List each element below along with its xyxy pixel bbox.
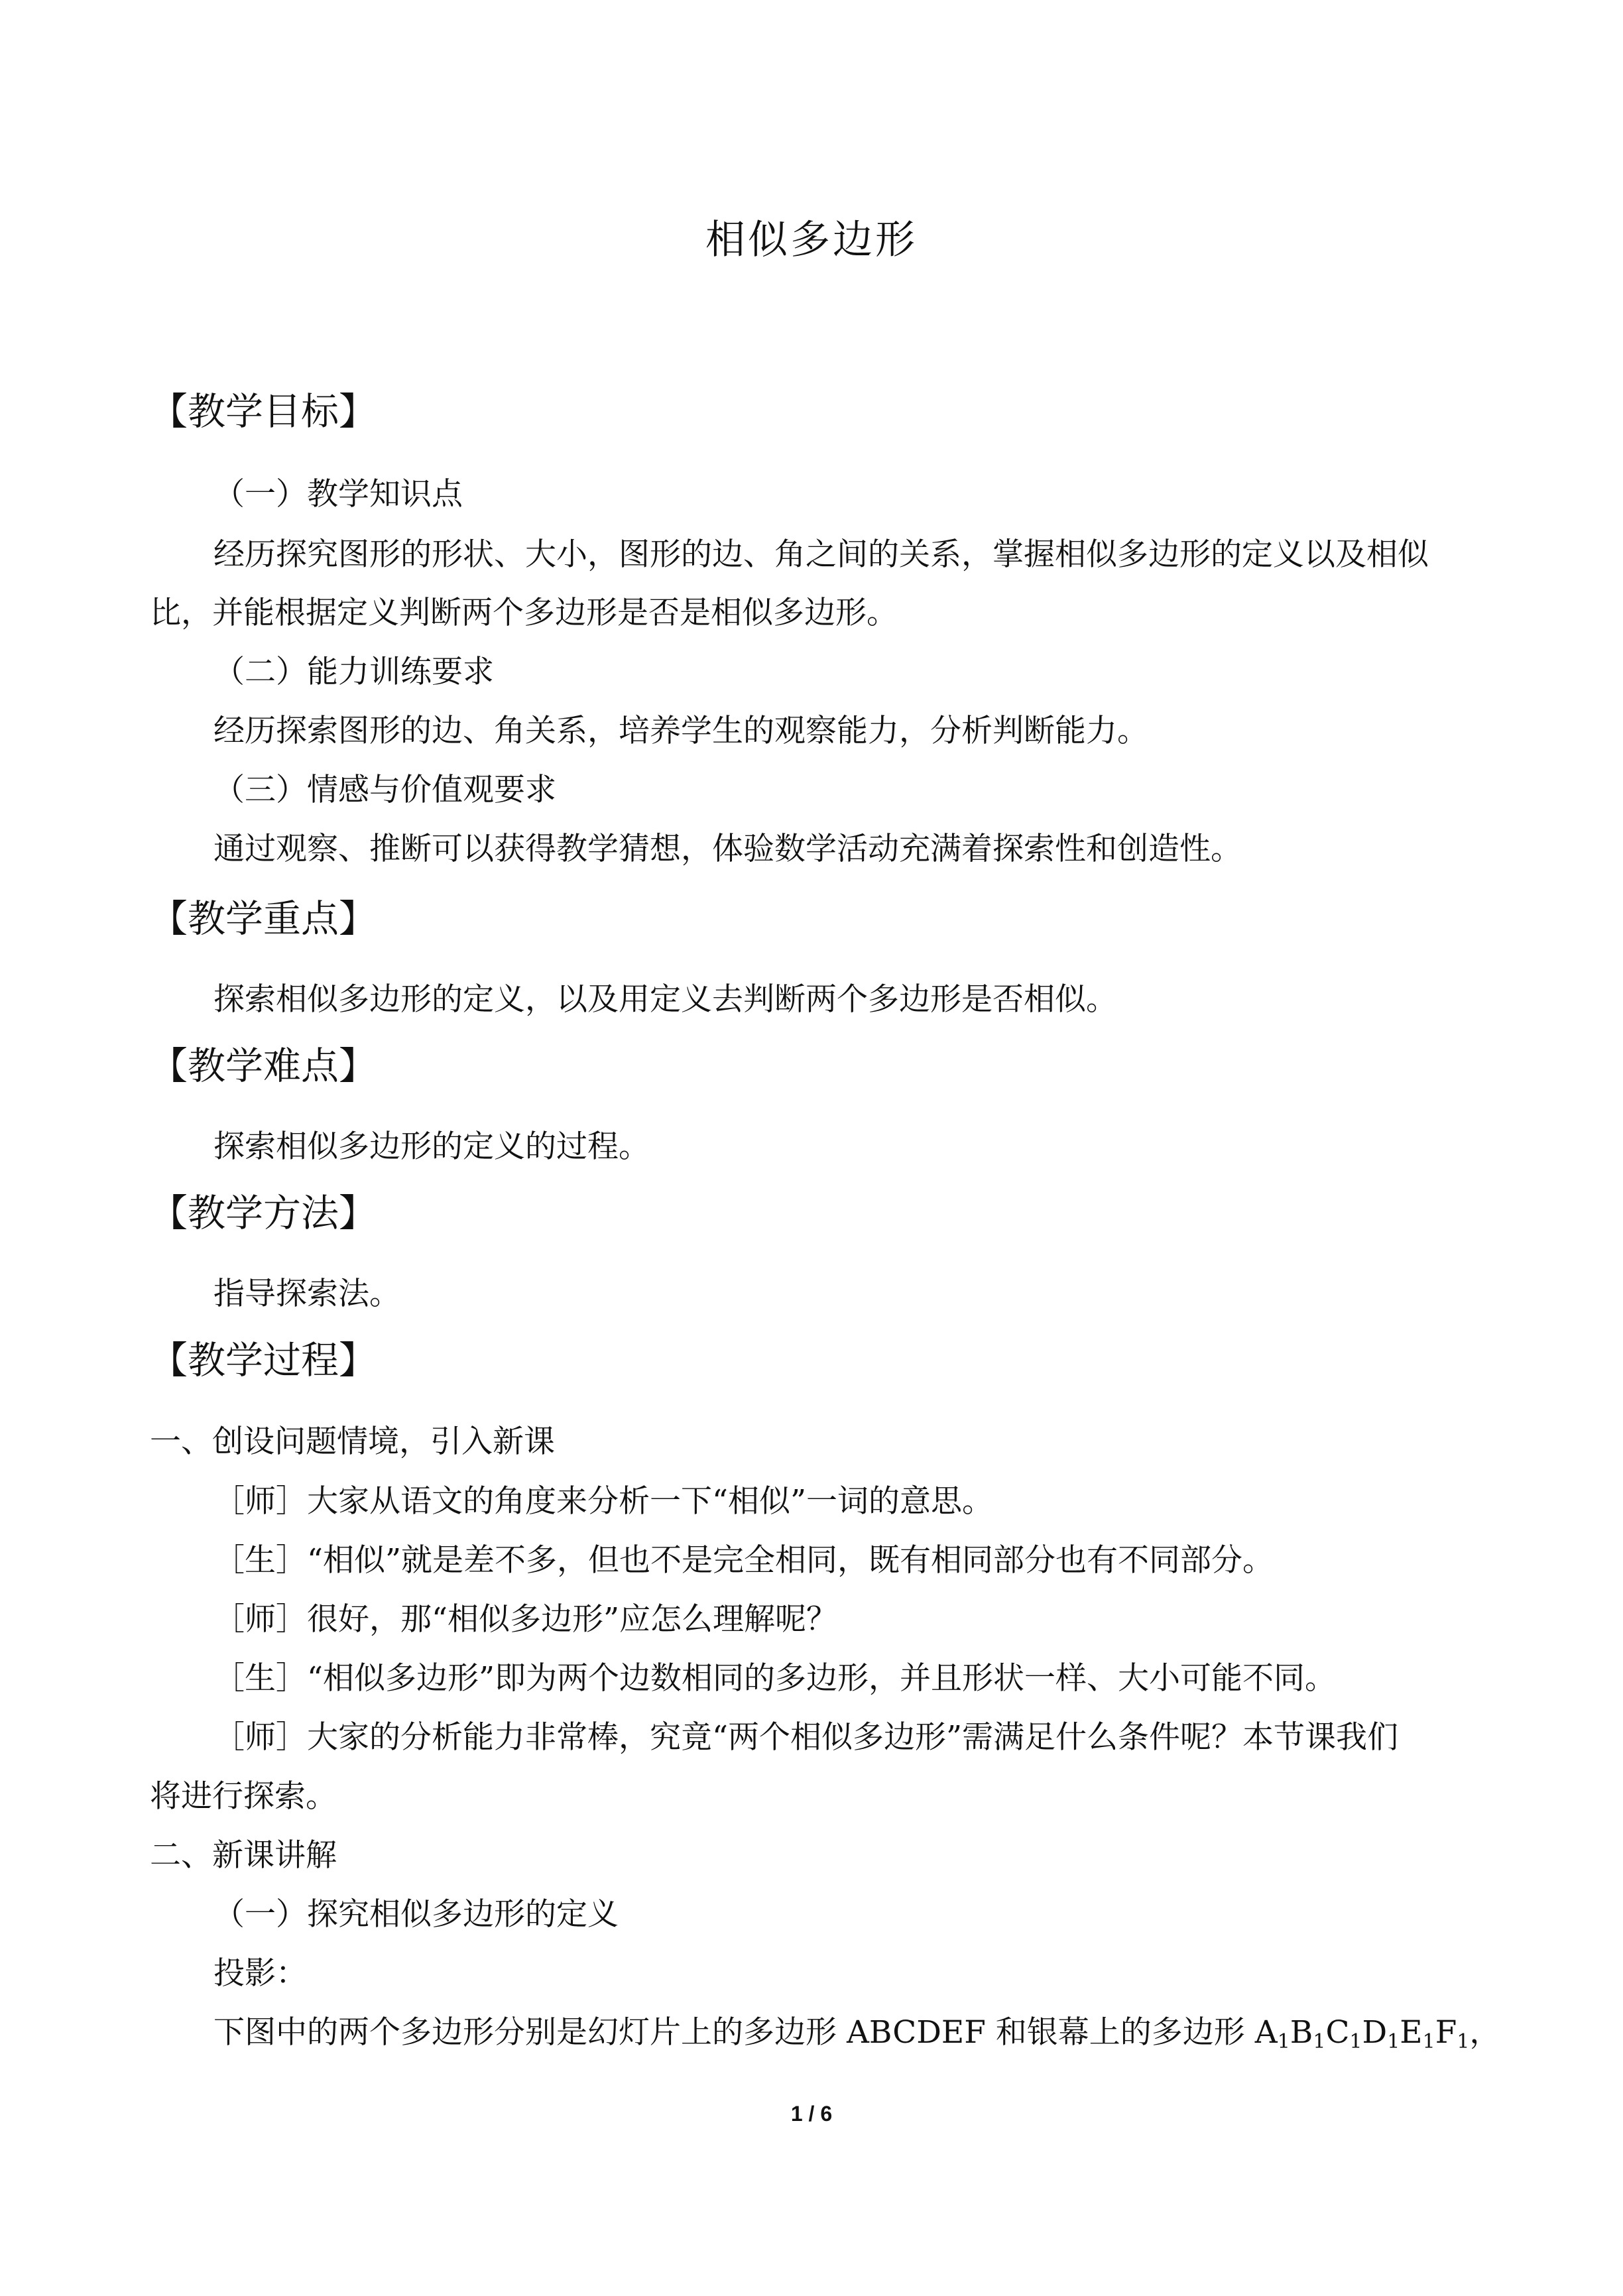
vertex-d-subscript: 1 — [1387, 2030, 1400, 2053]
vertex-c-subscript: 1 — [1349, 2030, 1362, 2053]
goal1-title: （一）教学知识点 — [213, 476, 463, 513]
projection-label: 投影： — [213, 1955, 307, 1992]
goal1-text-line2: 比，并能根据定义判断两个多边形是否是相似多边形。 — [150, 595, 898, 631]
part2-subtitle: （一）探究相似多边形的定义 — [213, 1896, 619, 1933]
heading-teaching-goals: 【教学目标】 — [150, 390, 377, 434]
dialog-line-1: ［师］大家从语文的角度来分析一下“相似”一词的意思。 — [213, 1483, 994, 1520]
vertex-a: A — [1254, 2014, 1278, 2051]
difficulty-text: 探索相似多边形的定义的过程。 — [213, 1128, 650, 1165]
part2-title: 二、新课讲解 — [150, 1837, 337, 1874]
goal3-text: 通过观察、推断可以获得教学猜想，体验数学活动充满着探索性和创造性。 — [213, 831, 1242, 867]
goal2-text: 经历探索图形的边、角关系，培养学生的观察能力，分析判断能力。 — [213, 713, 1148, 749]
dialog-line-5a: ［师］大家的分析能力非常棒，究竟“两个相似多边形”需满足什么条件呢？本节课我们 — [213, 1719, 1399, 1756]
dialog-line-4: ［生］“相似多边形”即为两个边数相同的多边形，并且形状一样、大小可能不同。 — [213, 1660, 1337, 1697]
goal2-title: （二）能力训练要求 — [213, 654, 494, 690]
goal3-title: （三）情感与价值观要求 — [213, 772, 556, 808]
vertex-e: E — [1400, 2014, 1423, 2051]
vertex-b-subscript: 1 — [1313, 2030, 1326, 2053]
goal1-text-line1: 经历探究图形的形状、大小，图形的边、角之间的关系，掌握相似多边形的定义以及相似 — [213, 536, 1429, 573]
trailing-comma: ， — [1469, 2014, 1501, 2051]
vertex-f-subscript: 1 — [1457, 2030, 1470, 2053]
dialog-line-2: ［生］“相似”就是差不多，但也不是完全相同，既有相同部分也有不同部分。 — [213, 1542, 1274, 1579]
vertex-a-subscript: 1 — [1277, 2030, 1290, 2053]
dialog-line-5b: 将进行探索。 — [150, 1778, 337, 1815]
vertex-e-subscript: 1 — [1422, 2030, 1435, 2053]
vertex-b: B — [1290, 2014, 1313, 2051]
vertex-f: F — [1435, 2014, 1457, 2051]
heading-key-points: 【教学重点】 — [150, 897, 377, 941]
polygon-intro-line — [213, 2012, 1500, 2063]
heading-process: 【教学过程】 — [150, 1339, 377, 1382]
key-text: 探索相似多边形的定义，以及用定义去判断两个多边形是否相似。 — [213, 981, 1117, 1018]
polygon-intro-text: 下图中的两个多边形分别是幻灯片上的多边形 ABCDEF 和银幕上的多边形 — [213, 2014, 1255, 2051]
vertex-c: C — [1325, 2014, 1350, 2051]
method-text: 指导探索法。 — [213, 1276, 400, 1312]
heading-methods: 【教学方法】 — [150, 1191, 377, 1235]
dialog-line-3: ［师］很好，那“相似多边形”应怎么理解呢？ — [213, 1601, 838, 1638]
vertex-d: D — [1362, 2014, 1388, 2051]
page-number: 1 / 6 — [790, 2102, 833, 2126]
part1-title: 一、创设问题情境，引入新课 — [150, 1423, 555, 1460]
heading-difficulties: 【教学难点】 — [150, 1044, 377, 1088]
page-title: 相似多边形 — [705, 217, 918, 263]
